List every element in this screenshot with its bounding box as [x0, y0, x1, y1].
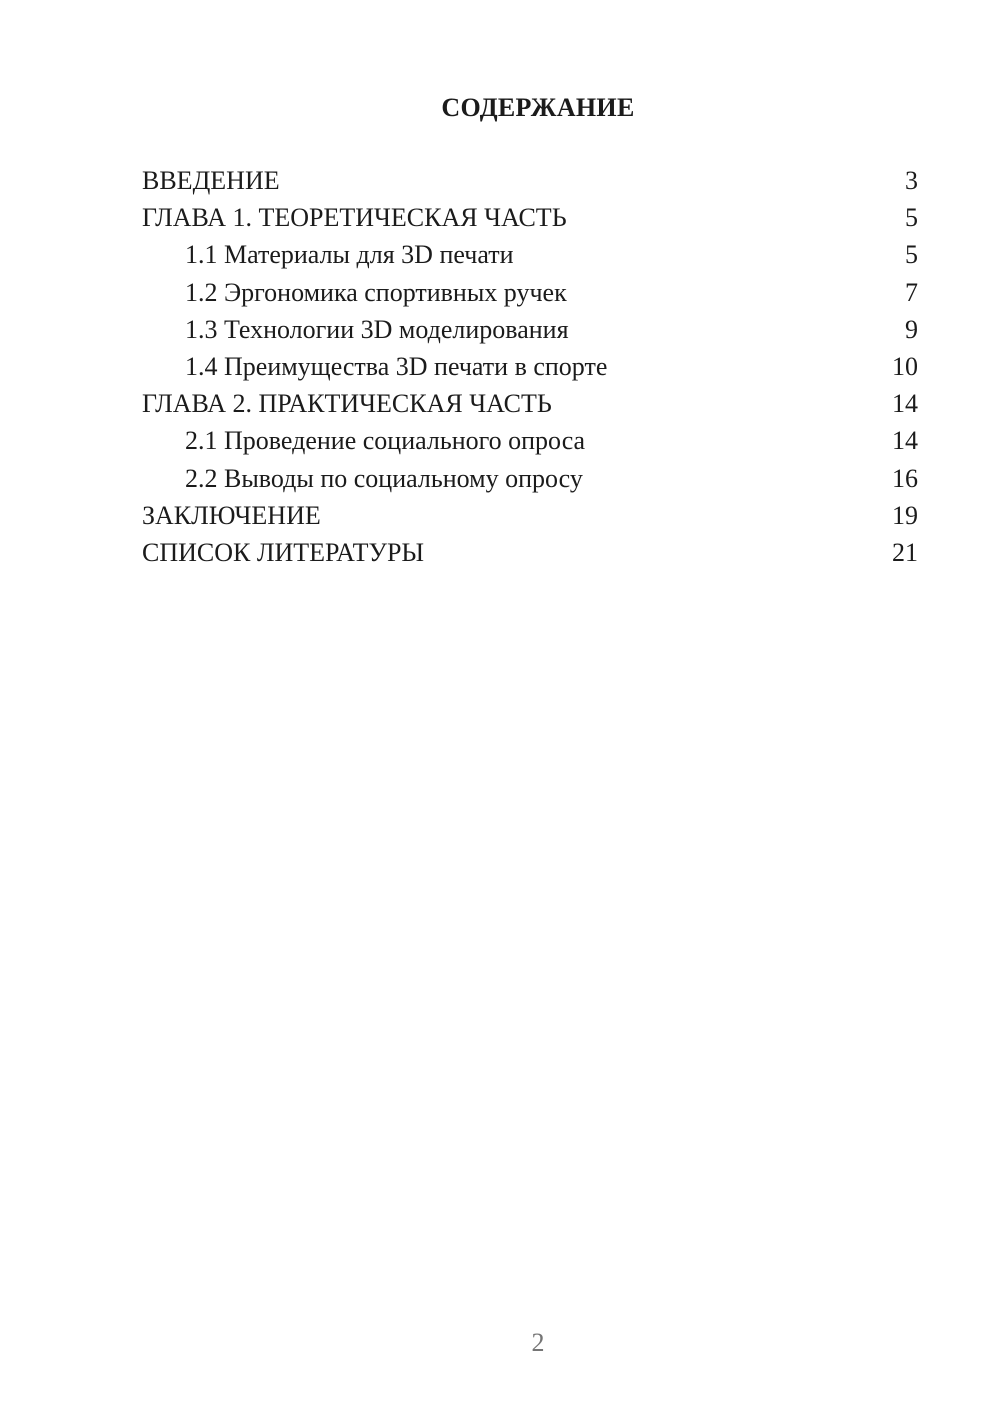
toc-entry: [142, 236, 918, 273]
toc-entry-page-number: 10: [892, 351, 918, 381]
toc-entry-page-number: 21: [892, 537, 918, 567]
toc-entry-label: 1.1 Материалы для 3D печати: [185, 240, 514, 270]
toc-entry-page-number: 19: [892, 500, 918, 530]
toc-entry-page-number: 7: [905, 277, 918, 307]
toc-entry-label: СПИСОК ЛИТЕРАТУРЫ: [142, 537, 425, 567]
toc-entry-label: 1.3 Технологии 3D моделирования: [185, 314, 569, 344]
toc-entry: [142, 348, 918, 385]
toc-entry: [142, 199, 918, 236]
toc-entry-page-number: 5: [905, 203, 918, 233]
footer-page-number: 2: [531, 1328, 545, 1357]
page-title: СОДЕРЖАНИЕ: [441, 93, 635, 122]
toc-entry: [142, 274, 918, 311]
toc-entry-page-number: 9: [905, 314, 918, 344]
toc-entry-label: 2.2 Выводы по социальному опросу: [185, 463, 583, 493]
toc-entry-label: ВВЕДЕНИЕ: [142, 166, 280, 195]
toc-entry-page-number: 14: [892, 389, 918, 419]
toc-entry-page-number: 14: [892, 426, 918, 456]
toc-entry: [142, 534, 918, 571]
toc-entry: [142, 162, 918, 199]
toc-entry-label: 2.1 Проведение социального опроса: [185, 426, 586, 456]
toc-entry-page-number: 3: [905, 166, 918, 195]
toc-entry: [142, 460, 918, 497]
toc-entry-label: ГЛАВА 1. ТЕОРЕТИЧЕСКАЯ ЧАСТЬ: [142, 203, 567, 233]
toc-entry-label: ЗАКЛЮЧЕНИЕ: [142, 500, 321, 530]
toc-entry: [142, 311, 918, 348]
toc-entry-label: ГЛАВА 2. ПРАКТИЧЕСКАЯ ЧАСТЬ: [142, 389, 552, 419]
table-of-contents: [142, 162, 918, 571]
toc-entry: [142, 497, 918, 534]
toc-entry-label: 1.4 Преимущества 3D печати в спорте: [185, 351, 608, 381]
toc-entry-page-number: 5: [905, 240, 918, 270]
toc-entry: [142, 385, 918, 422]
toc-entry-page-number: 16: [892, 463, 918, 493]
toc-entry: [142, 422, 918, 459]
toc-entry-label: 1.2 Эргономика спортивных ручек: [185, 277, 567, 307]
